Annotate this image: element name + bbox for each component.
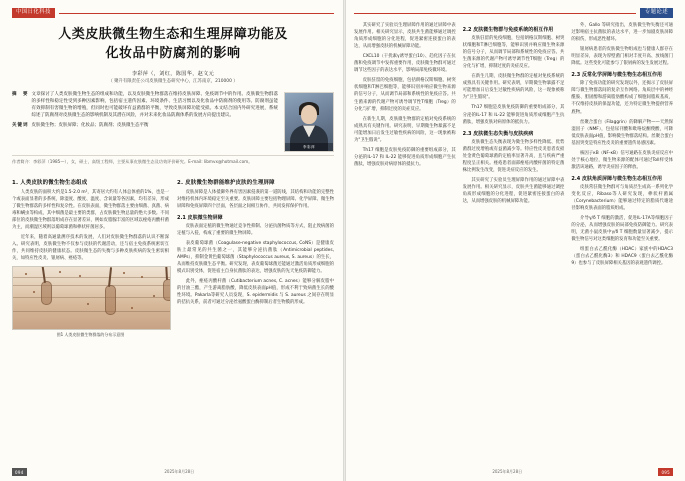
paragraph: 皮肤屏障是人体抵御外界有害因素侵袭的第一道防线，其结构和功能的完整性对维持机体内环境稳定至关重要。皮肤屏障主要包括物理屏障、化学屏障、微生物屏障和免疫屏障四个层面，各层面之间相互协作，共同发挥保护作用。 [177, 189, 334, 209]
title-line-1: 人类皮肤微生物生态和生理屏障功能及 [58, 27, 288, 43]
keywords-label: 关键词 [12, 123, 29, 129]
header-column-tag: 专题论述 [640, 8, 673, 18]
paragraph: 皮肤微生态失衡表现为微生物多样性降低、优势菌群过度增殖或有益菌减少等。特应性皮炎患者皮损处金黄色葡萄球菌的定植率显著升高，且与疾病严重程度呈正相关。痤疮患者面部痤疮丙酸杆菌的特定菌株比例发生改变，促进炎症反应的发生。 [462, 139, 565, 173]
section-heading-1: 1. 人类皮肤的微生物生态组成 [12, 179, 88, 186]
paragraph: 皮肤表面定植的微生物通过竞争性抑制、分泌抗菌物质等方式，阻止致病菌的定植与入侵，构成了重要的微生物屏障。 [177, 223, 334, 236]
right-page-columns [354, 22, 673, 270]
page-gutter [343, 0, 346, 481]
right-page-header [354, 8, 673, 18]
figure-block [12, 266, 169, 338]
keywords-row [12, 123, 278, 130]
paragraph: 近年来，随着高通量测序技术的发展，人们对皮肤微生物群落的认识不断深入。研究表明，皮肤微生物不仅参与皮肤的代谢活动，还与宿主免疫系统密切互作，共同维持皮肤的健康状态。皮肤微生态的失衡与多种皮肤疾病的发生密切相关，如特应性皮炎、银屑病、痤疮等。 [12, 234, 169, 262]
subsection-heading-2-3b: 2.3 反常化学屏障与微生物生态相互作用 [571, 72, 662, 79]
subsection-heading-2-2: 2.2 皮肤微生物群与免疫系统的相互作用 [462, 27, 554, 34]
header-rule [354, 13, 636, 14]
left-column-2 [177, 173, 334, 338]
abstract-body: 文章探讨了人类皮肤微生物生态的组成和功能，以及皮肤微生物群落在维持皮肤屏障、免疫调节中的作用。皮肤微生物群落的多样性和稳定性受到多种因素影响，包括宿主遗传因素、环境条件、生活习惯以及化妆品中防腐剂的使用等。防腐剂虽能有效抑制有害微生物的增殖，但同时也可能破坏有益菌群的平衡，导致皮肤屏障功能受损。本文结合国内外研究进展，系统综述了防腐剂对皮肤微生态的影响机制及其潜在风险，并对未来化妆品防腐体系的发展方向提出建议。 [31, 92, 278, 119]
paragraph: Th17 细胞是皮肤免疫防御的重要组成部分，其分泌的IL-17 和 IL-22 能够促进角质形成细胞产生抗菌肽，增强皮肤对病原体的抵抗力。 [462, 105, 565, 125]
paragraph: 皮肤驻留的免疫细胞，包括朗格汉斯细胞、树突状细胞和T淋巴细胞等，能够识别并响应微生物来源的信号分子，从而调节局部和系统性的免疫应答。共生菌来源的代谢产物可诱导调节性T细胞（Treg）的分化与扩增，抑制过度的炎症反应。 [462, 36, 565, 70]
author-affiliation: （ 聚升有限责任公司皮肤微生态研究中心，江苏南京，210000 ） [108, 78, 238, 84]
paragraph: 在新生儿期，皮肤微生物群的定植对免疫系统的成熟具有关键作用。研究表明，早期微生物暴露不足可能增加日后发生过敏性疾病的风险，这一现象被称为"卫生假说"。 [462, 74, 565, 101]
author-portrait [284, 92, 334, 152]
left-column-1 [12, 173, 169, 338]
paragraph: 银屑病患者的皮肤微生物组成也与健康人群存在明显差异，表现为厚壁菌门相对丰度升高、放线菌门降低。这些变化可能参与了银屑病的发生发展过程。 [571, 47, 674, 67]
paragraph: 外，Gallo 等研究指出，皮肤微生物失衡还可通过影响宿主抗菌肽的表达水平，进一步加剧皮肤屏障的损伤，形成恶性循环。 [571, 23, 674, 43]
portrait-head [301, 105, 317, 124]
abstract-row [12, 92, 278, 120]
section-heading-2: 2. 皮肤微生物群能维护皮肤的生理屏障 [177, 179, 275, 186]
paragraph: 皮肤常驻微生物群可与角质层生成高一系列化学变化反应，Ribaso等人研究发现，棒状杆菌属（Corynebacterium）能够通过特定的脂质代谢途径影响皮肤表面的脂质组成。 [571, 184, 674, 211]
left-page-footer [12, 468, 332, 476]
footer-date-right: 2025年8月28日 [492, 469, 523, 474]
paragraph: 皮肤驻留的免疫细胞，包括朗格汉斯细胞、树突状细胞和T淋巴细胞等，能够识别并响应微生物来源的信号分子，从而调节局部和系统性的免疫应答。共生菌来源的代谢产物可诱导调节性T细胞（Treg）的分化与扩增，抑制过度的炎症反应。 [354, 78, 456, 112]
paragraph: 此外，痤疮丙酸杆菌（Cutibacterium acnes, C. acnes）能够分解皮脂中的甘油三酯，产生游离脂肪酸，降低皮肤表面pH值，形成不利于致病菌生长的酸性环境。Pakarla等研究人员发现，S. epidermidis 与 S. aureus 之间存在明显的拮抗关系，前者可通过分泌丝氨酸蛋白酶抑制后者生物膜的形成。 [177, 279, 334, 306]
author-note: 作者简介：李彩萍（1985—），女，硕士，高级工程师，主要从事皮肤微生态及功效评价研究。E-mail: libmvx@hotmail.com。 [12, 155, 334, 165]
paragraph: 表皮葡萄球菌（Coagulase-negative staphylococcus, CoNS）是健康皮肤上最常见的共生菌之一，其能够分泌抗菌肽（Antimicrobial peptides, AMPs），抑制金黄色葡萄球菌（Staphylococcus aureus, S. aureus）的生长，从而维持皮肤微生态平衡。研究发现，表皮葡萄球菌还能通过激活角质形成细胞的模式识别受体，促进宿主自身抗菌肽的表达，增强皮肤的先天免疫防御能力。 [177, 240, 334, 275]
right-column-3 [571, 22, 673, 270]
paragraph: 丝聚合蛋白（Filaggrin）的降解产物——天然保湿因子（NMF），包括尿刊酸和吡咯烷酮羧酸，可降低皮肤表面pH值，影响微生物群落结构。丝聚合蛋白基因突变是特应性皮炎的重要遗传易感因素。 [571, 119, 674, 146]
paragraph: 其实研究了实验员生理屏障作用的通过屏障中表发展作用。相关研究显示，皮肤共生菌能够通过调控角质形成细胞的分化进程，促进紧密连接蛋白的表达，从而增强皮肤的机械屏障功能。 [462, 177, 565, 204]
page-title [18, 26, 328, 64]
skin-microbiome-figure [12, 266, 171, 330]
abstract-label: 摘 要 [12, 92, 29, 98]
paragraph: 人类皮肤的面积大约是1.5-2.0 m²，其寄居大约有人体总体重的1%，也是一个或表面显著的多系统，除湿度、酸度、温度、含氧量等各因素，均有差异，形成了微生物群落的多样性和复杂性。在皮肤表面，微生物群落主要由细菌、真菌、病毒和螨虫等构成，其中细菌是最主要的类群，占皮肤微生物总量的绝大多数。不同部位的皮肤微生物群落组成存在显著差异，例如皮脂腺丰富的区域以痤疮丙酸杆菌为主，而潮湿区域则以葡萄球菌和棒状杆菌居多。 [12, 189, 169, 230]
paragraph: 组蛋白去乙酰化酶（HDAC）家族中的HDAC3（蛋白去乙酰化酶3）和 HDAC9（蛋白去乙酰化酶9）也参与了皮肤屏障相关基因的表观遗传调控。 [571, 247, 674, 267]
left-page-columns [12, 173, 334, 338]
title-line-2: 化妆品中防腐剂的影响 [105, 46, 241, 62]
right-page-footer [356, 468, 673, 476]
page-number-right: 095 [658, 468, 673, 476]
page-number-left: 094 [12, 468, 27, 476]
left-page-header [12, 8, 334, 18]
subsection-heading-2-3: 2.3 皮肤微生态失衡与皮肤疾病 [462, 130, 534, 137]
header-section-tag: 中国日化科技 [12, 8, 55, 18]
right-page [344, 0, 685, 481]
paragraph: 核因子κB（NF-κB）信号通路在皮肤炎症反应中处于核心地位，微生物来源的配体可通过Toll样受体激活该通路，诱导炎症因子的释放。 [571, 150, 674, 170]
footer-date-left: 2025年8月28日 [164, 469, 195, 474]
abstract-block [12, 92, 334, 152]
subsection-heading-2-4: 2.4 皮肤角质屏障与微生物生态相互作用 [571, 175, 662, 182]
paragraph: CXCL10（干扰素γ诱导蛋白10）、趋化因子在抗菌和免疫调节中发挥重要作用，皮肤微生物群可通过调节这些因子的表达水平，影响局部免疫微环境。 [354, 54, 456, 74]
author-list: 李彩萍（，刘红，陈国华，赵文元 [131, 70, 215, 77]
right-column-1 [354, 22, 456, 270]
abstract-text-wrap [12, 92, 278, 152]
right-column-2 [463, 22, 565, 270]
paragraph: 除了免疫功能的研究发现以外，还揭示了皮肤屏障与微生物群落间的复杂互作网络。角质层中的神经酰胺、胆固醇和游离脂肪酸构成了细胞间脂质基质，不仅维持皮肤的保湿功能，还为特定微生物提供营养底物。 [571, 81, 674, 115]
figure-caption: 图1 人类皮肤微生物群落的分布示意图 [56, 332, 125, 338]
paragraph: 在新生儿期，皮肤微生物群的定植对免疫系统的成熟具有关键作用。研究表明，早期微生物暴露不足可能增加日后发生过敏性疾病的风险，这一现象被称为"卫生假说"。 [354, 116, 456, 143]
paragraph: 其实研究了实验员生理屏障作用的通过屏障中表发展作用。相关研究显示，皮肤共生菌能够通过调控角质形成细胞的分化进程，促进紧密连接蛋白的表达，从而增强皮肤的机械屏障功能。 [354, 23, 456, 50]
header-rule [59, 13, 334, 14]
paragraph: 介导γ/δ T 细胞的激活，促进IL-17A等细胞因子的分泌，从而增强皮肤的局部免疫防御能力。研究表明，无菌小鼠皮肤中γ/δ T 细胞数量显著减少，提示微生物信号对这类细胞的发育和功能至关重要。 [571, 215, 674, 242]
subsection-heading-2-1: 2.1 皮肤微生物屏障 [177, 214, 223, 221]
paragraph: Th17 细胞是皮肤免疫防御的重要组成部分，其分泌的IL-17 和 IL-22 能够促进角质形成细胞产生抗菌肽，增强皮肤对病原体的抵抗力。 [354, 147, 456, 167]
portrait-caption: 李彩萍 [302, 145, 316, 150]
keywords-body: 皮肤微生物；皮肤屏障；化妆品；防腐剂；皮肤微生态平衡 [31, 123, 149, 129]
